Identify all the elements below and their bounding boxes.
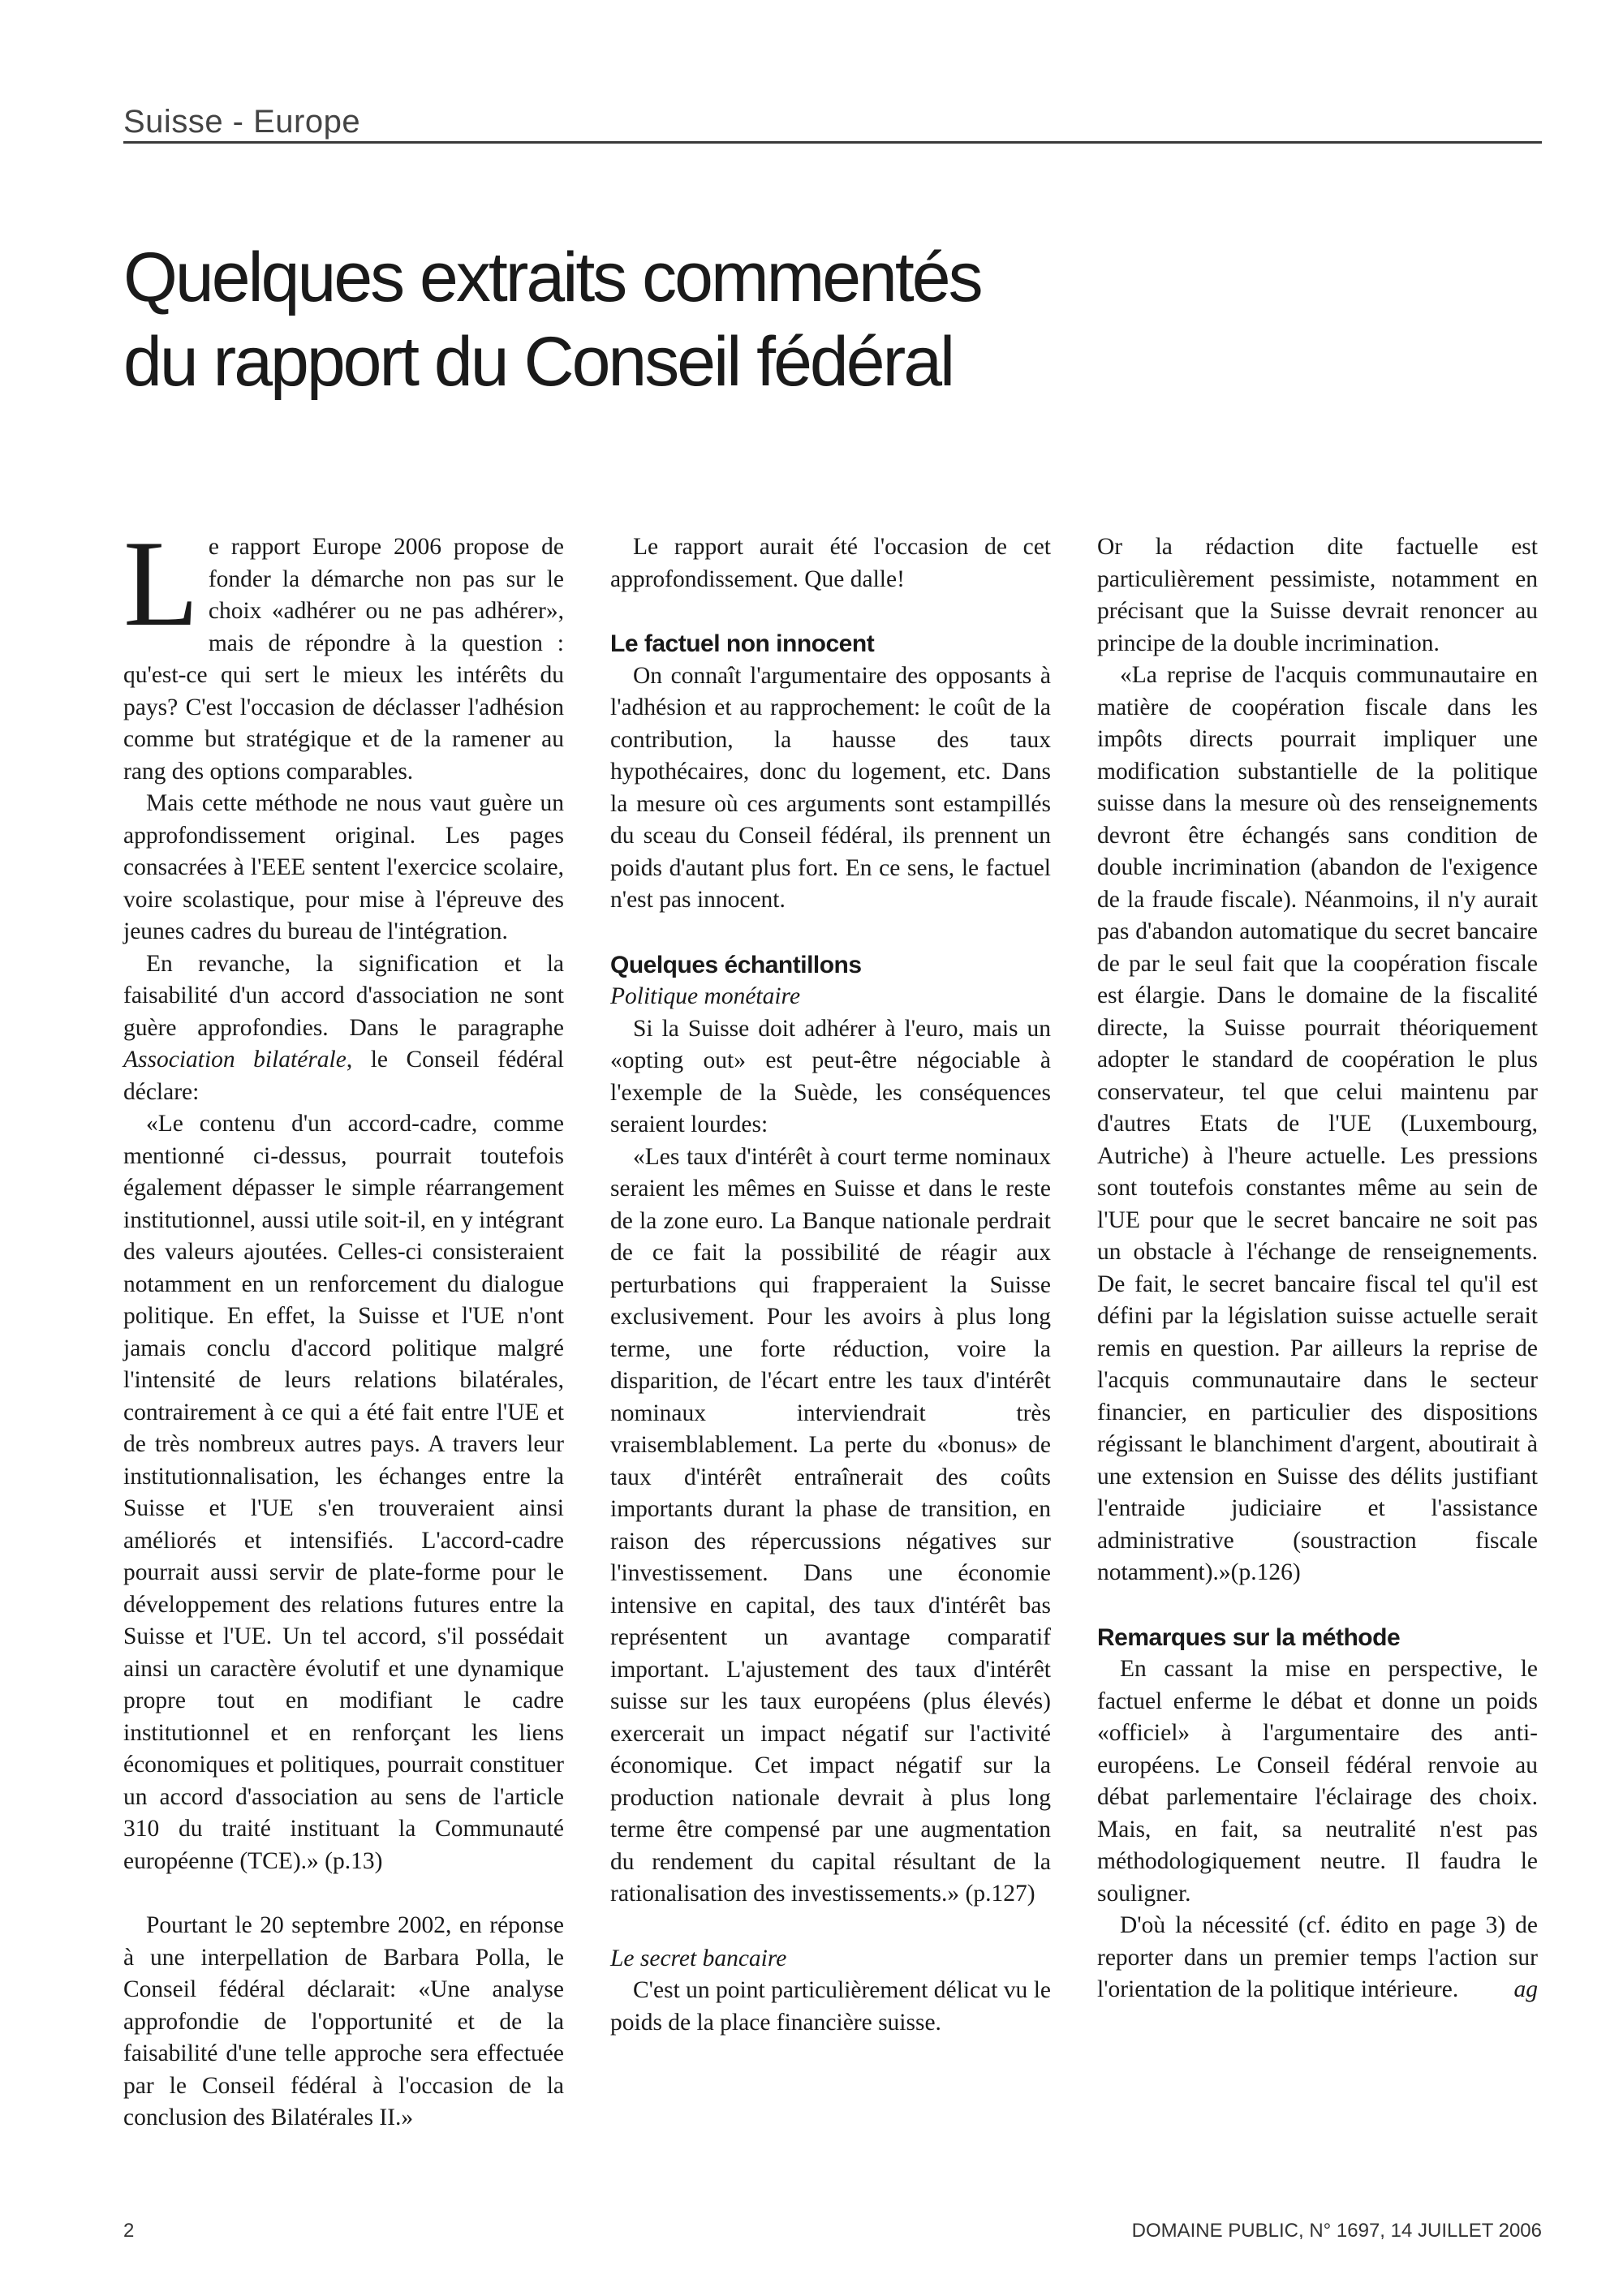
- paragraph: On connaît l'argumentaire des opposants à l'adhésion et au rapprochement: le coût de la contribution, la hausse des taux hypothécaires, donc du logement, etc. Dans la mesure où ces arguments sont estampillés du sceau du Conseil fédéral, ils prennent un poids d'autant plus fort. En ce sens, le factuel n'est pas innocent.: [610, 662, 1051, 913]
- drop-cap: L: [123, 515, 199, 651]
- column-3: [1097, 531, 1538, 2006]
- page-number: 2: [123, 2220, 135, 2242]
- quote-paragraph: «Les taux d'intérêt à court terme nominaux seraient les mêmes en Suisse et dans le reste de la zone euro. La Banque nationale perdrait de ce fait la possibilité de réagir aux perturbations qui frapperaient la Suisse exclusivement. Pour les avoirs à plus long terme, une forte réduction, voire la disparition, de l'écart entre les taux d'intérêt nominaux interviendrait très vraisemblablement. La perte du «bonus» de taux d'intérêt entraînerait des coûts importants durant la phase de transition, en raison des répercussions négatives sur l'investissement. Dans une économie intensive en capital, des taux d'intérêt bas représentent un avantage comparatif important. L'ajustement des taux d'intérêt suisse sur les taux européens (plus élevés) exercerait un impact négatif sur l'activité économique. Cet impact négatif sur la production nationale devrait à plus long terme être compensé par une augmentation du rendement du capital résultant de la rationalisation des investissements.» (p.127): [610, 1143, 1051, 1907]
- paragraph: En cassant la mise en perspective, le factuel enferme le débat et donne un poids «officiel» à l'argumentaire des anti-européens. Le Conseil fédéral renvoie au débat parlementaire l'éclairage des choix. Mais, en fait, sa neutralité n'est pas méthodologiquement neutre. Il faudra le souligner.: [1097, 1656, 1538, 1907]
- paragraph: Mais cette méthode ne nous vaut guère un approfondissement original. Les pages consacrées à l'EEE sentent l'exercice scolaire, voire scolastique, pour mise à l'épreuve des jeunes cadres du bureau de l'intégration.: [123, 790, 564, 944]
- text: D'où la nécessité (cf. édito en page 3) de reporter dans un premier temps l'action sur l'orientation de la politique intérieure.: [1097, 1912, 1538, 2002]
- paragraph: C'est un point particulièrement délicat vu le poids de la place financière suisse.: [610, 1977, 1051, 2036]
- title-line-1: Quelques extraits commentés: [123, 239, 981, 316]
- section-heading: Remarques sur la méthode: [1097, 1623, 1401, 1651]
- subheading: Politique monétaire: [610, 983, 801, 1009]
- article-title: [123, 235, 1503, 404]
- title-line-2: du rapport du Conseil fédéral: [123, 323, 954, 401]
- text: En revanche, la signification et la faisabilité d'un accord d'association ne sont guère approfondies. Dans le paragraphe: [123, 950, 564, 1041]
- paragraph: Si la Suisse doit adhérer à l'euro, mais un «opting out» est peut-être négociable à l'exemple de la Suède, les conséquences seraient lourdes:: [610, 1015, 1051, 1137]
- paragraph: Pourtant le 20 septembre 2002, en réponse à une interpellation de Barbara Polla, le Conseil fédéral déclarait: «Une analyse approfondie de l'opportunité et de la faisabilité d'une telle approche sera effectuée par le Conseil fédéral à l'occasion de la conclusion des Bilatérales II.»: [123, 1912, 564, 2130]
- publication-info: DOMAINE PUBLIC, N° 1697, 14 JUILLET 2006: [1131, 2220, 1542, 2242]
- text: , le Conseil fédéral déclare:: [123, 1047, 564, 1105]
- emphasis: Association bilatérale: [123, 1047, 347, 1073]
- quote-paragraph: «La reprise de l'acquis communautaire en matière de coopération fiscale dans les impôts directs pourrait impliquer une modification substantielle de la politique suisse dans la mesure où des renseignements devront être échangés sans condition de double incrimination (abandon de l'exigence de la fraude fiscale). Néanmoins, il n'y aurait pas d'abandon automatique du secret bancaire de par le seul fait que la coopération fiscale est élargie. Dans le domaine de la fiscalité directe, la Suisse pourrait théoriquement adopter le standard de coopération le plus conservateur, tel que celui maintenu par d'autres Etats de l'UE (Luxembourg, Autriche) à l'heure actuelle. Les pressions sont toutefois constantes même au sein de l'UE pour que le secret bancaire ne soit pas un obstacle à l'échange de renseignements. De fait, le secret bancaire fiscal tel qu'il est défini par la législation suisse actuelle serait remis en question. Par ailleurs la reprise de l'acquis communautaire dans le secteur financier, en particulier des dispositions régissant le blanchiment d'argent, aboutirait à une extension en Suisse des délits justifiant l'entraide judiciaire et l'assistance administrative (soustraction fiscale notamment).»(p.126): [1097, 662, 1538, 1585]
- quote-paragraph: «Le contenu d'un accord-cadre, comme mentionné ci-dessus, pourrait toutefois également dépasser le simple réarrangement institutionnel, aussi utile soit-il, en y intégrant des valeurs ajoutées. Celles-ci consisteraient notamment en un renforcement du dialogue politique. En effet, la Suisse et l'UE n'ont jamais conclu d'accord politique malgré l'intensité de leurs relations bilatérales, contrairement à ce qui a été fait entre l'UE et de très nombreux autres pays. A travers leur institutionnalisation, les échanges entre la Suisse et l'UE s'en trouveraient ainsi améliorés et intensifiés. L'accord-cadre pourrait aussi servir de plate-forme pour le développement des relations futures entre la Suisse et l'UE. Un tel accord, s'il possédait ainsi un caractère évolutif et une dynamique propre tout en modifiant le cadre institutionnel et en renforçant les liens économiques et politiques, pourrait constituer un accord d'association au sens de l'article 310 du traité instituant la Communauté européenne (TCE).» (p.13): [123, 1111, 564, 1874]
- section-heading: Quelques échantillons: [610, 951, 862, 978]
- subheading: Le secret bancaire: [610, 1945, 787, 1971]
- section-rubric: Suisse - Europe: [123, 102, 1542, 144]
- author-signature: ag: [1513, 1976, 1538, 2002]
- column-1: [123, 515, 564, 2135]
- paragraph: [1097, 1910, 1538, 2006]
- intro-paragraph: [123, 515, 564, 788]
- column-2: [610, 531, 1051, 2039]
- section-heading: Le factuel non innocent: [610, 630, 875, 657]
- paragraph: [123, 948, 564, 1109]
- paragraph: Or la rédaction dite factuelle est particulièrement pessimiste, notamment en précisant que la Suisse devrait renoncer au principe de la double incrimination.: [1097, 534, 1538, 656]
- paragraph: Le rapport aurait été l'occasion de cet approfondissement. Que dalle!: [610, 534, 1051, 592]
- intro-text: e rapport Europe 2006 propose de fonder la démarche non pas sur le choix «adhérer ou ne pas adhérer», mais de répondre à la question : qu'est-ce qui sert le mieux les intérêts du pays? C'est l'occasion de déclasser l'adhésion comme but stratégique et de la ramener au rang des options comparables.: [123, 534, 564, 785]
